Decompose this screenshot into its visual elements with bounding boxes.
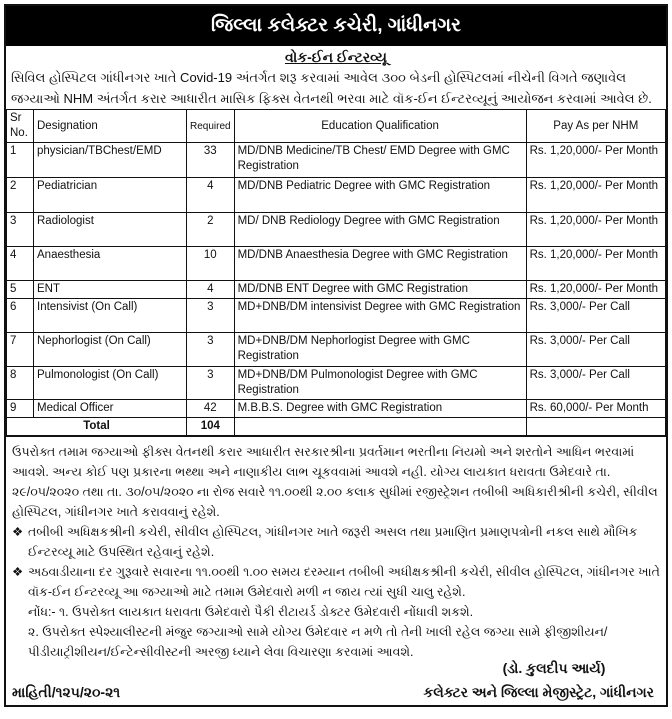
cell-required: 3 (187, 333, 235, 367)
cell-education: MD/DNB Pediatric Degree with GMC Registration (234, 178, 526, 213)
cell-education: MD/ DNB Rediology Degree with GMC Registration (234, 213, 526, 247)
bullet-icon: ❖ (12, 525, 24, 539)
cell-sr-no: 1 (7, 143, 34, 178)
table-row (7, 178, 666, 213)
intro-text: સિવિલ હોસ્પિટલ ગાંધીનગર ખાતે Covid-19 અંતર્ગત શરૂ કરવામાં આવેલ ૩૦૦ બેડની હોસ્પિટલમાં નીચેની વિગતે જણાવેલ જગ્યાઓ NHM અંતર્ગત કરાર આધારીત માસિક ફિક્સ વેતનથી ભરવા માટે વૉક-ઈન ઈન્ટરવ્યૂનું આયોજન કરવામાં આવેલ છે. (11, 70, 652, 106)
cell-designation: Radiologist (34, 213, 187, 247)
bullet-1: ❖ તબીબી અધિક્ષકશ્રીની કચેરી, સીવીલ હોસ્પિટલ, ગાંધીનગર ખાતે જરૂરી અસલ તથા પ્રમાણિત પ્રમાણપત્રોની નકલ સાથે મૌખિક ઈન્ટરવ્યૂ માટે ઉપસ્થિત રહેવાનું રહેશે. (12, 522, 660, 562)
cell-pay: Rs. 1,20,000/- Per Month (526, 143, 665, 178)
cell-designation: Nephorlogist (On Call) (34, 333, 187, 367)
note-1: નોંધ:- ૧. ઉપરોક્ત લાયકાત ધરાવતા ઉમેદવારો પૈકી રીટાયર્ડ ડોક્ટર ઉમેદવારી નોંધાવી શકશે. (28, 605, 474, 619)
terms-paragraph: ઉપરોક્ત તમામ જગ્યાઓ ફીક્સ વેતનથી કરાર આધારીત સરકારશ્રીના પ્રવર્તમાન ભરતીના નિયમો અને શરતોને આધિન ભરવામાં આવશે. અન્ય કોઈ પણ પ્રકારના ભથ્થા અને નાણાકીય લાભ ચૂકવવામાં આવશે નહી. યોગ્ય લાયકાત ધરાવતા ઉમેદવારે તા. ૨૯/૦૫/૨૦૨૦ તથા તા. ૩૦/૦૫/૨૦૨૦ ના રોજ સવારે ૧૧.૦૦થી ૨.૦૦ કલાક સુધીમાં રજીસ્ટ્રેશન તબીબી અધિકારીશ્રીની કચેરી, સીવીલ હોસ્પિટલ, ગાંધીનગર ખાતે કરાવવાનું રહેશે. (12, 445, 658, 519)
table-row (7, 143, 666, 178)
notice (4, 4, 668, 707)
cell-sr-no: 5 (7, 281, 34, 299)
col-designation: Designation (34, 110, 187, 143)
table-row (7, 247, 666, 281)
signatory-name: (ડો. કુલદીપ આર્ય) (502, 660, 606, 676)
cell-designation: ENT (34, 281, 187, 299)
col-education: Education Qualification (234, 110, 526, 143)
total-value: 104 (187, 418, 235, 436)
cell-education: MD/DNB Medicine/TB Chest/ EMD Degree with GMC Registration (234, 143, 526, 178)
terms (6, 436, 666, 662)
cell-required: 33 (187, 143, 235, 178)
notice-subtitle: વોક-ઈન ઈન્ટરવ્યૂ (285, 49, 387, 65)
cell-required: 10 (187, 247, 235, 281)
cell-pay: Rs. 3,000/- Per Call (526, 333, 665, 367)
cell-education: MD+DNB/DM Pulmonologist Degree with GMC Registration (234, 367, 526, 400)
table-row (7, 367, 666, 400)
cell-required: 4 (187, 178, 235, 213)
cell-education: MD+DNB/DM intensivist Degree with GMC Registration (234, 299, 526, 333)
cell-required: 2 (187, 213, 235, 247)
cell-pay: Rs. 3,000/- Per Call (526, 367, 665, 400)
cell-pay: Rs. 3,000/- Per Call (526, 299, 665, 333)
total-label: Total (7, 418, 187, 436)
bullet-2: ❖ અઠવાડીયાના દર ગુરૂવારે સવારના ૧૧.૦૦થી ૧.૦૦ સમય દરમ્યાન તબીબી અધીક્ષકશ્રીની કચેરી, સીવીલ હોસ્પિટલ, ગાંધીનગર ખાતે વૉક-ઈન ઈન્ટરવ્યૂ આ જગ્યાઓ માટે તમામ ઉમેદવારો મળી ન જાય ત્યાં સુધી ચાલુ રહેશે. (12, 562, 660, 602)
cell-education: MD/DNB ENT Degree with GMC Registration (234, 281, 526, 299)
cell-designation: physician/TBChest/EMD (34, 143, 187, 178)
cell-sr-no: 9 (7, 400, 34, 418)
cell-designation: Medical Officer (34, 400, 187, 418)
cell-sr-no: 6 (7, 299, 34, 333)
cell-pay: Rs. 1,20,000/- Per Month (526, 178, 665, 213)
cell-pay: Rs. 1,20,000/- Per Month (526, 213, 665, 247)
cell-required: 3 (187, 367, 235, 400)
bullet-icon: ❖ (12, 565, 24, 579)
col-required: Required (187, 110, 235, 143)
cell-sr-no: 7 (7, 333, 34, 367)
cell-required: 42 (187, 400, 235, 418)
cell-education: MD/DNB Anaesthesia Degree with GMC Registration (234, 247, 526, 281)
cell-education: MD+DNB/DM Nephorlogist Degree with GMC Registration (234, 333, 526, 367)
table-row (7, 400, 666, 418)
posts-table (6, 109, 666, 436)
table-row (7, 281, 666, 299)
table-row (7, 213, 666, 247)
cell-designation: Pulmonologist (On Call) (34, 367, 187, 400)
total-row (7, 418, 666, 436)
cell-designation: Pediatrician (34, 178, 187, 213)
col-sr: Sr No. (7, 110, 34, 143)
cell-sr-no: 4 (7, 247, 34, 281)
table-row (7, 333, 666, 367)
note-2: ૨. ઉપરોક્ત સ્પેશ્યાલીસ્ટની મંજુર જગ્યાઓ સામે યોગ્ય ઉમેદવાર ન મળે તો તેની ખાલી રહેલ જગ્યા સામે ફીજીશીયન/ પીડીયાટ્રીશીયન/ઈન્ટેન્સીવીસ્ટની અરજી ધ્યાને લેવા વિચારણા કરવામાં આવશે. (28, 625, 608, 659)
cell-education: M.B.B.S. Degree with GMC Registration (234, 400, 526, 418)
signatory-designation: કલેક્ટર અને જિલ્લા મેજીસ્ટ્રેટ, ગાંધીનગર (423, 684, 654, 700)
reference-number: માહિતી/૧૨૫/૨૦-૨૧ (12, 684, 121, 700)
cell-sr-no: 2 (7, 178, 34, 213)
office-title: જિલ્લા કલેક્ટર કચેરી, ગાંધીનગર (6, 6, 666, 46)
cell-required: 3 (187, 299, 235, 333)
cell-sr-no: 3 (7, 213, 34, 247)
col-pay: Pay As per NHM (526, 110, 665, 143)
cell-pay: Rs. 60,000/- Per Month (526, 400, 665, 418)
table-row (7, 299, 666, 333)
cell-required: 4 (187, 281, 235, 299)
cell-pay: Rs. 1,20,000/- Per Month (526, 247, 665, 281)
cell-sr-no: 8 (7, 367, 34, 400)
cell-designation: Anaesthesia (34, 247, 187, 281)
cell-designation: Intensivist (On Call) (34, 299, 187, 333)
cell-pay: Rs. 1,20,000/- Per Month (526, 281, 665, 299)
